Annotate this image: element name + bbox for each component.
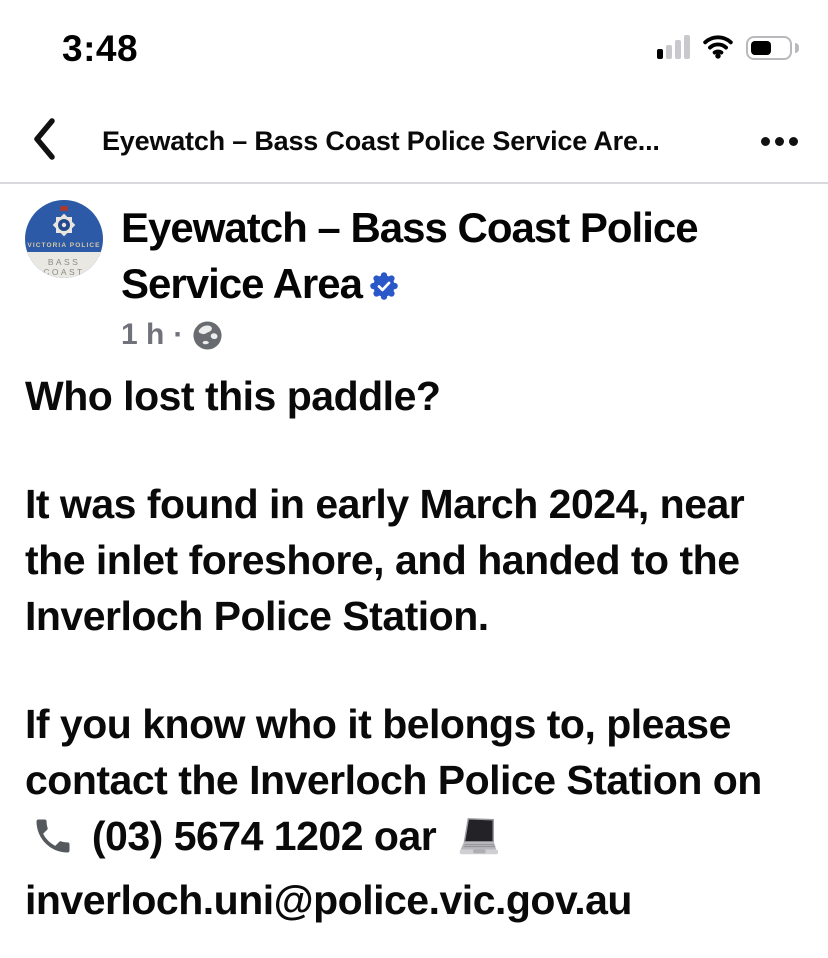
navigation-bar xyxy=(0,100,828,184)
meta-separator: · xyxy=(173,318,184,351)
post-email: inverloch.uni@police.vic.gov.au xyxy=(25,877,632,923)
status-bar xyxy=(0,0,828,100)
author-name[interactable]: Eyewatch – Bass Coast Police Service Area xyxy=(121,200,701,314)
cellular-signal-icon xyxy=(657,36,690,60)
chevron-left-icon xyxy=(30,116,58,167)
back-button[interactable] xyxy=(30,116,96,167)
status-icons xyxy=(657,32,798,64)
post-paragraph: It was found in early March 2024, near the inlet foreshore, and handed to the Inverloch Police Station. xyxy=(25,481,745,639)
page-title: Eyewatch – Bass Coast Police Service Are... xyxy=(102,125,660,156)
clock: 3:48 xyxy=(62,28,139,69)
telephone-receiver-icon xyxy=(31,814,75,872)
avatar[interactable] xyxy=(25,200,103,278)
globe-icon xyxy=(192,320,223,351)
avatar-org-text: VICTORIA POLICE xyxy=(27,242,101,249)
more-options-button[interactable] xyxy=(747,129,798,154)
post xyxy=(0,184,828,928)
post-meta xyxy=(121,318,803,352)
avatar-location-text: BASS COAST xyxy=(43,257,85,277)
avatar-band xyxy=(25,252,103,278)
laptop-icon xyxy=(453,816,499,872)
author-block xyxy=(121,200,803,352)
post-header xyxy=(25,200,803,352)
wifi-icon xyxy=(702,33,734,64)
post-time: 1 h xyxy=(121,318,165,351)
verified-badge-icon xyxy=(370,258,398,314)
ellipsis-icon xyxy=(761,137,798,146)
post-paragraph: If you know who it belongs to, please contact the Inverloch Police Station on (03) 5674 1202 oar inverloch.uni@police.vic.gov.au xyxy=(25,701,762,923)
post-paragraph: Who lost this paddle? xyxy=(25,373,441,419)
post-body xyxy=(25,368,803,928)
battery-icon xyxy=(746,36,792,60)
